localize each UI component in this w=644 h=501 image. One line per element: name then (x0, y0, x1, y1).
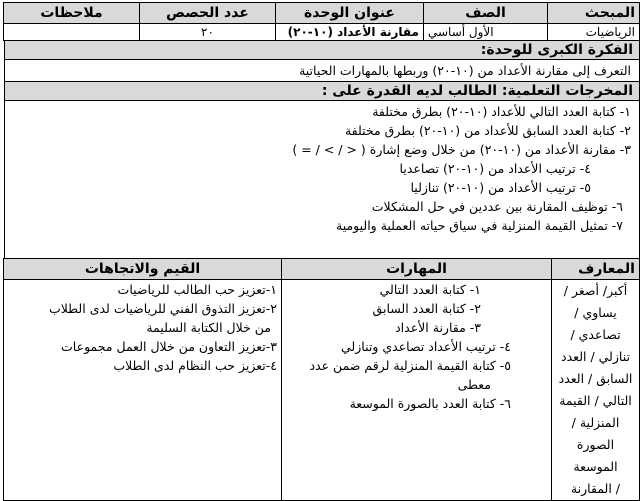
unit-plan-page (4, 2, 640, 496)
skills-title: المهارات (282, 259, 552, 280)
skill-item: ٣- مقارنة الأعداد (395, 320, 481, 335)
outcome-item: ٦- توظيف المقارنة بين عددين في حل المشكلات (371, 199, 623, 214)
outcome-item: ١- كتابة العدد التالي للأعداد (١٠-٢٠) بطرق مختلفة (372, 104, 631, 119)
big-idea-text: التعرف إلى مقارنة الأعداد من (١٠-٢٠) وربطها بالمهارات الحياتية (299, 63, 631, 78)
grade-value: الأول أساسي (424, 24, 548, 41)
value-item: ٤-تعزيز حب النظام لدى الطلاب (113, 358, 277, 373)
header-subject: المبحث (548, 3, 640, 24)
header-notes: ملاحظات (4, 3, 140, 24)
skill-item: ٢- كتابة العدد السابق (372, 301, 481, 316)
value-item: ١-تعزيز حب الطالب للرياضيات (117, 282, 277, 297)
skill-item: معطى (457, 377, 491, 392)
outcome-item: ٢- كتابة العدد السابق للأعداد من (١٠-٢٠) بطرق مختلفة (344, 123, 631, 138)
header-periods: عدد الحصص (140, 3, 276, 24)
knowledge-term: / المقارنة (570, 481, 621, 496)
value-item: ٢-تعزيز التذوق الفني للرياضيات لدى الطلاب (48, 301, 277, 316)
knowledge-term: تنازلي / العدد (561, 349, 630, 364)
knowledge-term: أكبر/ أصغر / (563, 283, 628, 298)
value-item: ٣-تعزيز التعاون من خلال العمل مجموعات (61, 339, 277, 354)
knowledge-term: يساوي / (574, 305, 617, 320)
outcomes-title: المخرجات التعلمية: الطالب لديه القدرة على : (5, 82, 639, 101)
knowledge-cell (552, 280, 640, 501)
knowledge-skills-values-table (3, 258, 640, 501)
outcome-item: ٣- مقارنة الأعداد من (١٠-٢٠) من خلال وضع إشارة ( < / > / = ) (292, 142, 631, 157)
knowledge-term: التالي / القيمة (559, 393, 632, 408)
knowledge-term: المنزلية / (571, 415, 620, 430)
notes-value (4, 24, 140, 41)
outcome-item: ٤- ترتيب الأعداد من (١٠-٢٠) تصاعديا (399, 161, 591, 176)
kwv-header-row (4, 259, 640, 280)
outcomes-section (4, 82, 640, 258)
knowledge-term: السابق / العدد (558, 371, 633, 386)
value-item: من خلال الكتابة السليمة (146, 320, 271, 335)
header-grade: الصف (424, 3, 548, 24)
knowledge-term: الصورة الموسعة (573, 437, 618, 474)
subject-value: الرياضيات (548, 24, 640, 41)
outcome-item: ٥- ترتيب الأعداد من (١٠-٢٠) تنازليا (410, 180, 591, 195)
outcome-item: ٧- تمثيل القيمة المنزلية في سياق حياته العملية واليومية (336, 218, 623, 233)
knowledge-title: المعارف (552, 259, 640, 280)
values-title: القيم والاتجاهات (4, 259, 282, 280)
knowledge-term: تصاعدي / (570, 327, 621, 342)
header-unit-title: عنوان الوحدة (276, 3, 424, 24)
kwv-content-row (4, 280, 640, 501)
unit-info-table (3, 2, 640, 41)
periods-value: ٢٠ (140, 24, 276, 41)
skill-item: ٤- ترتيب الأعداد تصاعدي وتنازلي (341, 339, 511, 354)
big-idea-title: الفكرة الكبرى للوحدة: (5, 41, 639, 60)
skill-item: ١- كتابة العدد التالي (379, 282, 481, 297)
big-idea-section (4, 41, 640, 82)
unit-info-row (4, 24, 640, 41)
skills-cell (282, 280, 552, 501)
skill-item: ٦- كتابة العدد بالصورة الموسعة (349, 396, 511, 411)
unit-title-value: مقارنة الأعداد (١٠-٢٠) (276, 24, 424, 41)
skill-item: ٥- كتابة القيمة المنزلية لرقم ضمن عدد (309, 358, 511, 373)
values-cell (4, 280, 282, 501)
unit-info-header-row (4, 3, 640, 24)
